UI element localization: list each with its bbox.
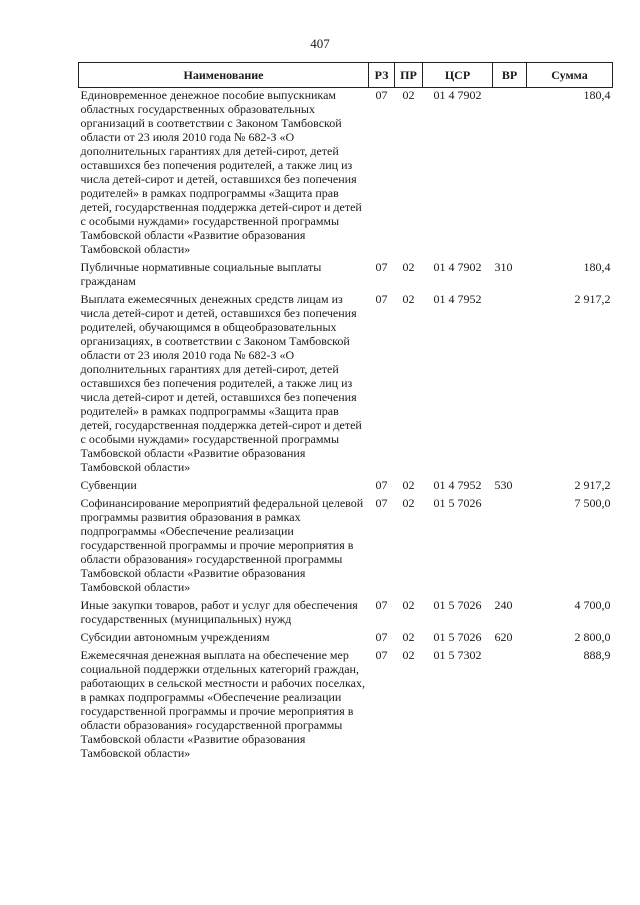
- row-sum: 2 917,2: [574, 292, 611, 306]
- table-row: [79, 260, 613, 292]
- row-csr: 01 5 7026: [433, 496, 482, 510]
- header-csr: ЦСР: [423, 63, 493, 88]
- table-row: [79, 598, 613, 630]
- table-row: [79, 496, 613, 598]
- row-sum: 180,4: [583, 260, 611, 274]
- row-csr: 01 5 7302: [433, 648, 482, 662]
- row-rz: 07: [375, 496, 388, 510]
- table-row: [79, 292, 613, 478]
- row-name: Иные закупки товаров, работ и услуг для обеспечения государственных (муниципальных) нужд: [80, 598, 358, 626]
- row-csr: 01 5 7026: [433, 630, 482, 644]
- header-name: Наименование: [79, 63, 369, 88]
- row-name: Субвенции: [80, 478, 137, 492]
- row-rz: 07: [375, 292, 388, 306]
- page-number: 407: [310, 36, 330, 51]
- row-pr: 02: [402, 630, 415, 644]
- header-vr: ВР: [493, 63, 527, 88]
- row-pr: 02: [402, 260, 415, 274]
- row-vr: [493, 88, 527, 261]
- row-name: Ежемесячная денежная выплата на обеспечение мер социальной поддержки отдельных категорий граждан, работающих в сельской местности и рабочих поселках, в рамках подпрограммы «Обеспечение реализации государственной программы и прочие мероприятия в области образования» государственной программы Тамбовской области «Развитие образования Тамбовской области»: [80, 648, 365, 760]
- row-pr: 02: [402, 496, 415, 510]
- row-vr: 240: [494, 598, 513, 612]
- row-rz: 07: [375, 478, 388, 492]
- table-row: [79, 478, 613, 496]
- row-sum: 2 917,2: [574, 478, 611, 492]
- row-name: Выплата ежемесячных денежных средств лицам из числа детей-сирот и детей, оставшихся без попечения родителей, обучающимся в общеобразовательных организациях, в соответствии с Законом Тамбовской области от 23 июля 2010 года № 682-З «О дополнительных гарантиях для детей-сирот, детей оставшихся без попечения родителей, а также лиц из числа детей-сирот и детей, оставшихся без попечения родителей» в рамках подпрограммы «Защита прав детей, государственная поддержка детей-сирот и детей с особыми нуждами» государственной программы Тамбовской области «Развитие образования Тамбовской области»: [80, 292, 362, 474]
- row-sum: 2 800,0: [574, 630, 611, 644]
- row-pr: 02: [402, 648, 415, 662]
- row-rz: 07: [375, 598, 388, 612]
- row-rz: 07: [375, 648, 388, 662]
- row-pr: 02: [402, 598, 415, 612]
- row-csr: 01 4 7902: [433, 260, 482, 274]
- row-vr: 310: [494, 260, 513, 274]
- header-sum: Сумма: [527, 63, 613, 88]
- row-pr: 02: [402, 292, 415, 306]
- row-vr: 530: [494, 478, 513, 492]
- table-row: [79, 630, 613, 648]
- row-rz: 07: [375, 260, 388, 274]
- row-pr: 02: [402, 478, 415, 492]
- table-row: [79, 88, 613, 261]
- row-sum: 4 700,0: [574, 598, 611, 612]
- row-name: Единовременное денежное пособие выпускникам областных государственных образовательных организаций в соответствии с Законом Тамбовской области от 23 июля 2010 года № 682-З «О дополнительных гарантиях для детей-сирот, детей оставшихся без попечения родителей, а также лиц из числа детей-сирот и детей, оставшихся без попечения родителей» в рамках подпрограммы «Защита прав детей, государственная поддержка детей-сирот и детей с особыми нуждами» государственной программы Тамбовской области «Развитие образования Тамбовской области»: [80, 88, 362, 256]
- table-row: [79, 648, 613, 764]
- row-sum: 7 500,0: [574, 496, 611, 510]
- header-pr: ПР: [395, 63, 423, 88]
- budget-table: [78, 62, 613, 764]
- row-vr: 620: [494, 630, 513, 644]
- header-rz: РЗ: [369, 63, 395, 88]
- row-rz: 07: [375, 88, 388, 102]
- row-pr: 02: [402, 88, 415, 102]
- row-vr: [493, 496, 527, 598]
- row-csr: 01 5 7026: [433, 598, 482, 612]
- row-csr: 01 4 7952: [433, 292, 482, 306]
- row-name: Субсидии автономным учреждениям: [80, 630, 270, 644]
- table-header-row: [79, 63, 613, 88]
- row-name: Публичные нормативные социальные выплаты гражданам: [80, 260, 322, 288]
- row-name: Софинансирование мероприятий федеральной целевой программы развития образования в рамках подпрограммы «Обеспечение реализации государственной программы и прочие мероприятия в области образования» государственной программы Тамбовской области «Развитие образования Тамбовской области»: [80, 496, 364, 594]
- row-rz: 07: [375, 630, 388, 644]
- row-sum: 180,4: [583, 88, 611, 102]
- row-vr: [493, 292, 527, 478]
- row-vr: [493, 648, 527, 764]
- row-csr: 01 4 7952: [433, 478, 482, 492]
- row-csr: 01 4 7902: [433, 88, 482, 102]
- row-sum: 888,9: [583, 648, 611, 662]
